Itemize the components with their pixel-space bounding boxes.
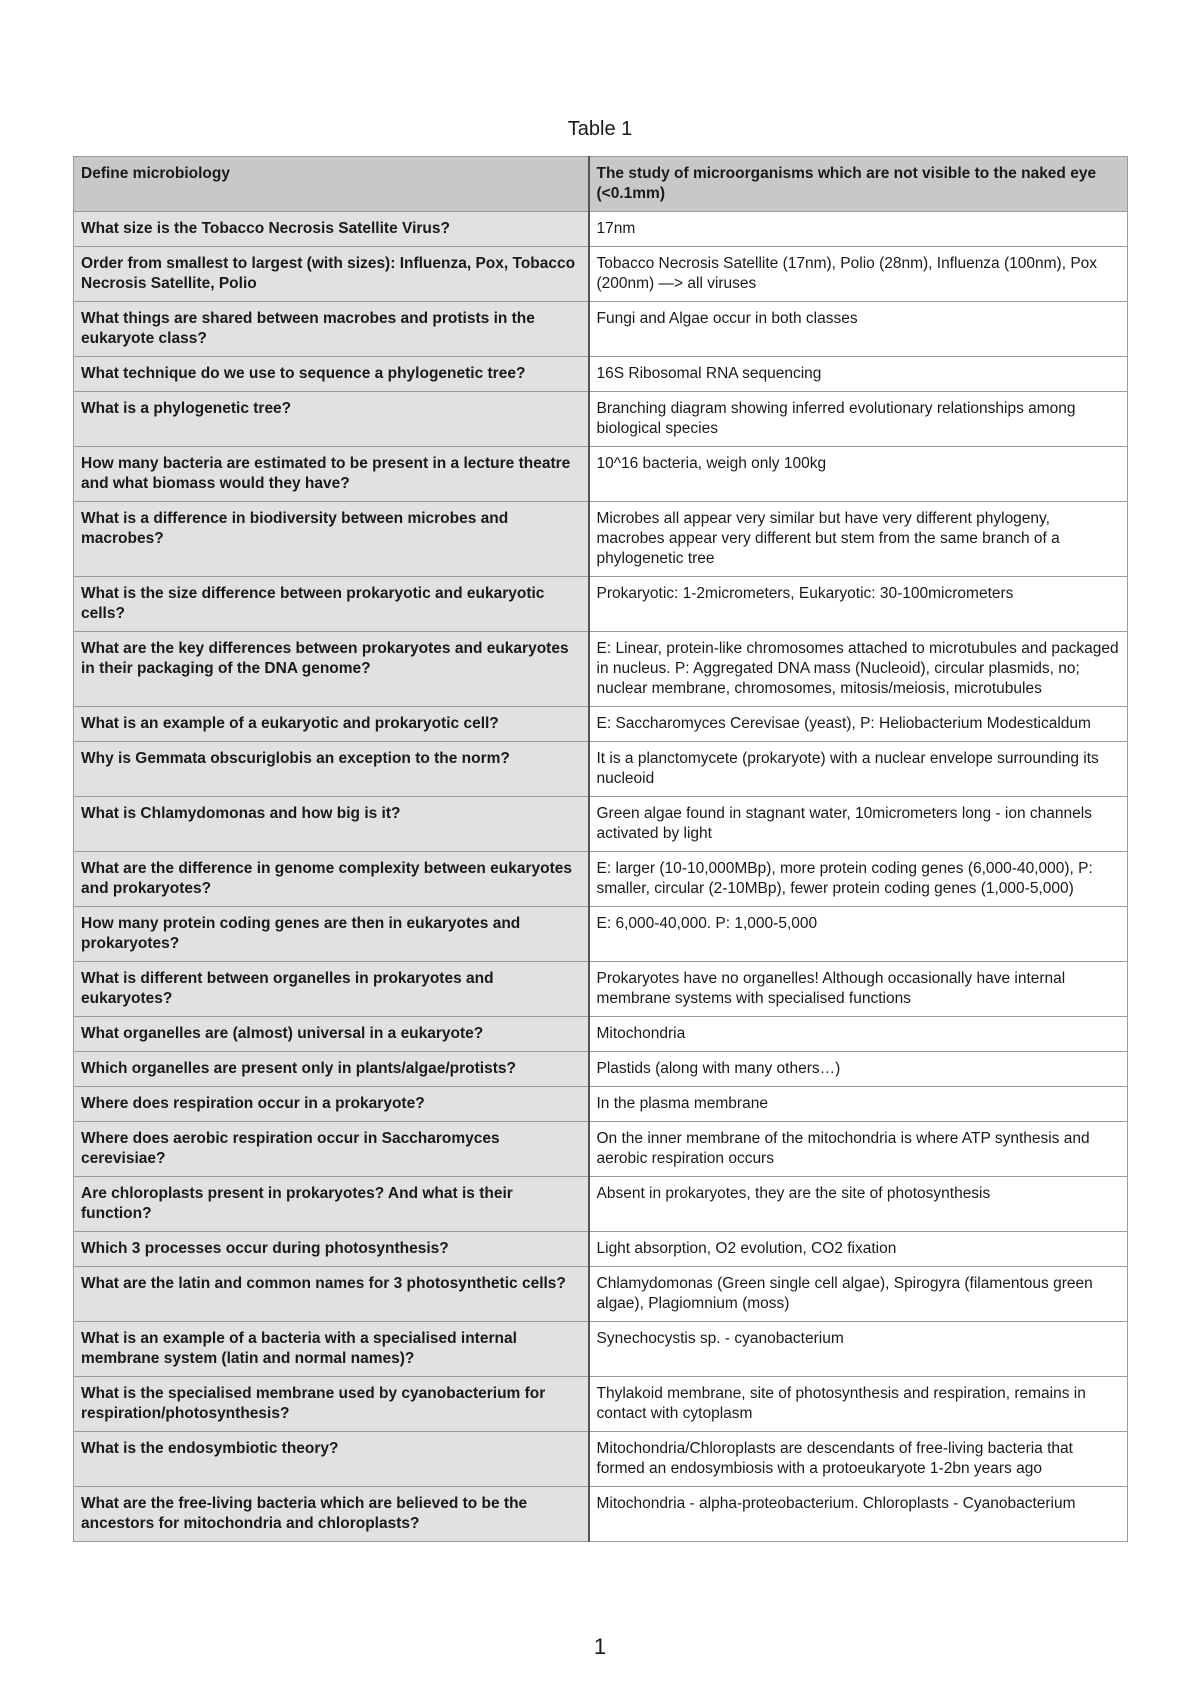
table-row [74,1087,1128,1122]
answer-cell: Mitochondria/Chloroplasts are descendants of free-living bacteria that formed an endosymbiosis with a protoeukaryote 1-2bn years ago [589,1432,1128,1487]
answer-cell: It is a planctomycete (prokaryote) with a nuclear envelope surrounding its nucleoid [589,742,1128,797]
table-row [74,1177,1128,1232]
question-cell: What are the free-living bacteria which are believed to be the ancestors for mitochondria and chloroplasts? [74,1487,589,1542]
question-cell: What is the specialised membrane used by cyanobacterium for respiration/photosynthesis? [74,1377,589,1432]
table-row [74,357,1128,392]
question-cell: What is different between organelles in prokaryotes and eukaryotes? [74,962,589,1017]
question-cell: What size is the Tobacco Necrosis Satellite Virus? [74,212,589,247]
answer-cell: Green algae found in stagnant water, 10micrometers long - ion channels activated by light [589,797,1128,852]
question-cell: Order from smallest to largest (with sizes): Influenza, Pox, Tobacco Necrosis Satellite, Polio [74,247,589,302]
answer-cell: Mitochondria - alpha-proteobacterium. Chloroplasts - Cyanobacterium [589,1487,1128,1542]
table-title: Table 1 [567,118,633,140]
table-header-row [74,157,1128,212]
table-row [74,392,1128,447]
question-cell: What is Chlamydomonas and how big is it? [74,797,589,852]
question-cell: What things are shared between macrobes and protists in the eukaryote class? [74,302,589,357]
answer-cell: Light absorption, O2 evolution, CO2 fixation [589,1232,1128,1267]
question-cell: What is the size difference between prokaryotic and eukaryotic cells? [74,577,589,632]
question-cell: Why is Gemmata obscuriglobis an exception to the norm? [74,742,589,797]
table-row [74,742,1128,797]
header-question-cell: Define microbiology [74,157,589,212]
answer-cell: In the plasma membrane [589,1087,1128,1122]
question-cell: What are the difference in genome complexity between eukaryotes and prokaryotes? [74,852,589,907]
table-row [74,1052,1128,1087]
table-row [74,907,1128,962]
answer-cell: Fungi and Algae occur in both classes [589,302,1128,357]
table-row [74,302,1128,357]
answer-cell: Mitochondria [589,1017,1128,1052]
table-row [74,502,1128,577]
answer-cell: 16S Ribosomal RNA sequencing [589,357,1128,392]
table-row [74,632,1128,707]
question-cell: What is an example of a bacteria with a specialised internal membrane system (latin and normal names)? [74,1322,589,1377]
question-cell: What is the endosymbiotic theory? [74,1432,589,1487]
answer-cell: Thylakoid membrane, site of photosynthesis and respiration, remains in contact with cytoplasm [589,1377,1128,1432]
question-cell: Where does aerobic respiration occur in Saccharomyces cerevisiae? [74,1122,589,1177]
question-cell: What organelles are (almost) universal in a eukaryote? [74,1017,589,1052]
question-cell: What is a phylogenetic tree? [74,392,589,447]
answer-cell: E: Saccharomyces Cerevisae (yeast), P: Heliobacterium Modesticaldum [589,707,1128,742]
question-cell: What is an example of a eukaryotic and prokaryotic cell? [74,707,589,742]
question-cell: What are the key differences between prokaryotes and eukaryotes in their packaging of the DNA genome? [74,632,589,707]
answer-cell: Chlamydomonas (Green single cell algae), Spirogyra (filamentous green algae), Plagiomnium (moss) [589,1267,1128,1322]
answer-cell: E: larger (10-10,000MBp), more protein coding genes (6,000-40,000), P: smaller, circular (2-10MBp), fewer protein coding genes (1,000-5,000) [589,852,1128,907]
question-cell: How many bacteria are estimated to be present in a lecture theatre and what biomass would they have? [74,447,589,502]
table-row [74,1017,1128,1052]
table-row [74,962,1128,1017]
answer-cell: Absent in prokaryotes, they are the site of photosynthesis [589,1177,1128,1232]
answer-cell: Synechocystis sp. - cyanobacterium [589,1322,1128,1377]
question-cell: What are the latin and common names for 3 photosynthetic cells? [74,1267,589,1322]
table-row [74,852,1128,907]
table-row [74,212,1128,247]
answer-cell: 17nm [589,212,1128,247]
question-cell: Which 3 processes occur during photosynthesis? [74,1232,589,1267]
answer-cell: E: Linear, protein-like chromosomes attached to microtubules and packaged in nucleus. P: Aggregated DNA mass (Nucleoid), circular plasmids, no; nuclear membrane, chromosomes, mitosis/meiosis, microtubules [589,632,1128,707]
answer-cell: Plastids (along with many others…) [589,1052,1128,1087]
answer-cell: Prokaryotic: 1-2micrometers, Eukaryotic: 30-100micrometers [589,577,1128,632]
answer-cell: Prokaryotes have no organelles! Although occasionally have internal membrane systems with specialised functions [589,962,1128,1017]
question-cell: What technique do we use to sequence a phylogenetic tree? [74,357,589,392]
answer-cell: Tobacco Necrosis Satellite (17nm), Polio (28nm), Influenza (100nm), Pox (200nm) —> all viruses [589,247,1128,302]
table-row [74,577,1128,632]
table-row [74,247,1128,302]
table-row [74,1432,1128,1487]
table-row [74,1232,1128,1267]
table-row [74,1322,1128,1377]
table-row [74,1267,1128,1322]
answer-cell: Branching diagram showing inferred evolutionary relationships among biological species [589,392,1128,447]
question-cell: Where does respiration occur in a prokaryote? [74,1087,589,1122]
qa-table-body [74,157,1128,1542]
table-row [74,797,1128,852]
table-row [74,1122,1128,1177]
header-answer-cell: The study of microorganisms which are not visible to the naked eye (<0.1mm) [589,157,1128,212]
question-cell: How many protein coding genes are then in eukaryotes and prokaryotes? [74,907,589,962]
question-cell: Are chloroplasts present in prokaryotes? And what is their function? [74,1177,589,1232]
answer-cell: 10^16 bacteria, weigh only 100kg [589,447,1128,502]
qa-table [73,156,1128,1542]
question-cell: What is a difference in biodiversity between microbes and macrobes? [74,502,589,577]
table-row [74,1487,1128,1542]
answer-cell: Microbes all appear very similar but have very different phylogeny, macrobes appear very different but stem from the same branch of a phylogenetic tree [589,502,1128,577]
table-row [74,447,1128,502]
table-row [74,1377,1128,1432]
answer-cell: On the inner membrane of the mitochondria is where ATP synthesis and aerobic respiration occurs [589,1122,1128,1177]
question-cell: Which organelles are present only in plants/algae/protists? [74,1052,589,1087]
answer-cell: E: 6,000-40,000. P: 1,000-5,000 [589,907,1128,962]
page-number: 1 [593,1634,607,1659]
table-row [74,707,1128,742]
